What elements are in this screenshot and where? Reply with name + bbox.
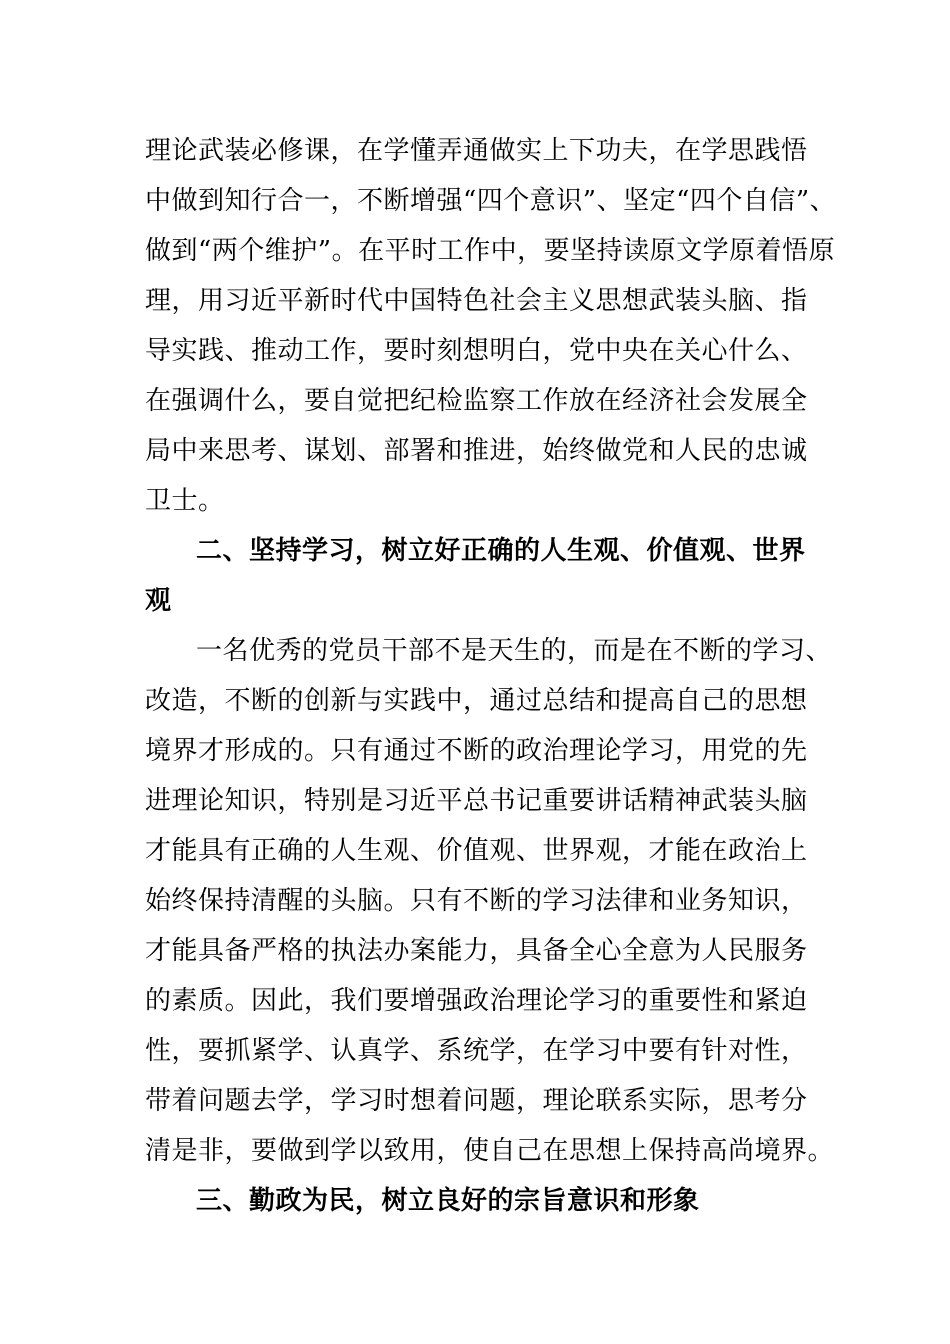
paragraph-1-line-1: 理论武装必修课，在学懂弄通做实上下功夫，在学思践悟 <box>145 136 808 166</box>
paragraph-1-line-2: 中做到知行合一，不断增强“四个意识”、坚定“四个自信”、 <box>145 186 837 216</box>
paragraph-2-line-5: 才能具有正确的人生观、价值观、世界观，才能在政治上 <box>145 836 808 866</box>
paragraph-1-line-8: 卫士。 <box>145 486 225 516</box>
paragraph-2-line-7: 才能具备严格的执法办案能力，具备全心全意为人民服务 <box>145 936 808 966</box>
paragraph-1-line-5: 导实践、推动工作，要时刻想明白，党中央在关心什么、 <box>145 336 808 366</box>
paragraph-2-line-4: 进理论知识，特别是习近平总书记重要讲话精神武装头脑 <box>145 786 808 816</box>
paragraph-2-line-1: 一名优秀的党员干部不是天生的，而是在不断的学习、 <box>196 636 833 666</box>
paragraph-2-line-2: 改造，不断的创新与实践中，通过总结和提高自己的思想 <box>145 686 808 716</box>
paragraph-2-line-10: 带着问题去学，学习时想着问题，理论联系实际，思考分 <box>145 1086 808 1116</box>
section-heading-3: 三、勤政为民，树立良好的宗旨意识和形象 <box>196 1186 700 1216</box>
paragraph-2-line-3: 境界才形成的。只有通过不断的政治理论学习，用党的先 <box>145 736 808 766</box>
paragraph-1-line-3: 做到“两个维护”。在平时工作中，要坚持读原文学原着悟原 <box>145 236 836 266</box>
paragraph-1-line-6: 在强调什么，要自觉把纪检监察工作放在经济社会发展全 <box>145 386 808 416</box>
paragraph-2-line-6: 始终保持清醒的头脑。只有不断的学习法律和业务知识， <box>145 886 808 916</box>
section-heading-2-line-1: 二、坚持学习，树立好正确的人生观、价值观、世界 <box>196 536 806 566</box>
paragraph-2-line-11: 清是非，要做到学以致用，使自己在思想上保持高尚境界。 <box>145 1136 835 1166</box>
paragraph-1-line-7: 局中来思考、谋划、部署和推进，始终做党和人民的忠诚 <box>145 436 808 466</box>
paragraph-2-line-9: 性，要抓紧学、认真学、系统学，在学习中要有针对性， <box>145 1036 808 1066</box>
paragraph-2-line-8: 的素质。因此，我们要增强政治理论学习的重要性和紧迫 <box>145 986 808 1016</box>
paragraph-1-line-4: 理，用习近平新时代中国特色社会主义思想武装头脑、指 <box>145 286 808 316</box>
section-heading-2-line-2: 观 <box>145 586 172 616</box>
